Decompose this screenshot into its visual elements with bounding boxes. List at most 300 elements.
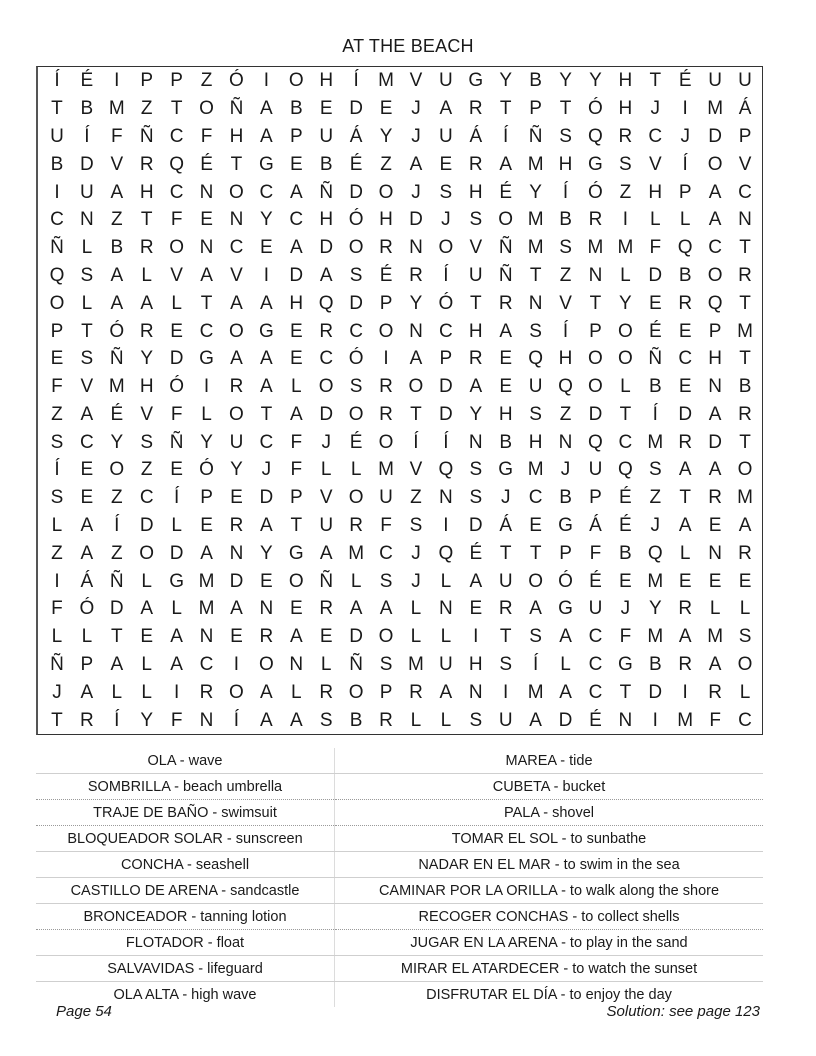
grid-letter: L [350,459,362,481]
grid-letter: D [558,709,573,731]
grid-letter: L [81,626,93,648]
grid-letter: F [51,598,63,620]
grid-letter: B [529,70,542,92]
word-list-row [36,930,763,956]
grid-letter: N [229,209,244,231]
grid-letter: O [528,570,543,592]
grid-letter: G [558,598,573,620]
grid-letter: J [52,681,62,703]
grid-letter: E [170,459,183,481]
grid-letter: O [49,292,65,314]
grid-letter: D [319,237,334,259]
grid-letter: E [319,98,333,120]
grid-letter: U [80,181,94,203]
grid-letter: S [469,709,483,731]
grid-letter: V [409,459,423,481]
grid-letter: C [259,181,274,203]
grid-letter: L [560,654,571,675]
grid-letter: U [379,487,393,509]
grid-letter: B [648,654,662,675]
word-list-row [36,878,763,904]
grid-letter: Í [413,431,419,453]
grid-letter: L [440,626,452,648]
grid-letter: S [439,181,453,203]
grid-letter: D [169,348,184,370]
grid-letter: V [140,403,154,425]
grid-letter: A [708,181,722,203]
grid-letter: T [81,320,93,342]
word-entry: SOMBRILLA - beach umbrella [36,774,335,800]
grid-letter: G [588,153,603,175]
grid-letter: M [108,376,125,398]
grid-letter: V [110,153,124,175]
grid-letter: T [499,98,512,120]
grid-letter: D [80,153,94,175]
grid-letter: R [379,237,393,259]
grid-letter: I [622,209,628,231]
grid-letter: F [170,403,183,425]
grid-letter: Á [469,125,483,147]
grid-letter: S [469,487,483,509]
grid-letter: C [618,431,633,453]
grid-letter: A [289,237,303,259]
grid-letter: O [707,264,723,286]
grid-letter: Ñ [528,125,543,147]
grid-letter: S [50,487,64,509]
grid-letter: O [737,654,753,675]
grid-letter: O [229,403,244,425]
grid-letter: A [260,681,273,703]
grid-letter: Í [562,181,569,203]
grid-letter: U [498,570,513,592]
grid-letter: Y [589,70,602,92]
grid-letter: N [409,320,423,342]
grid-letter: Á [349,125,363,147]
word-list-row [36,748,763,774]
grid-letter: R [379,709,393,731]
page-title: AT THE BEACH [342,36,474,56]
grid-letter: A [260,376,273,398]
grid-letter: S [409,515,423,537]
grid-letter: S [738,626,752,648]
grid-letter: Í [652,403,658,425]
grid-letter: O [288,570,304,592]
grid-letter: T [499,626,512,648]
grid-letter: A [230,348,243,370]
grid-letter: Y [529,181,542,203]
word-entry: DISFRUTAR EL DÍA - to enjoy the day [426,986,672,1003]
grid-letter: M [527,209,544,231]
grid-letter: A [170,654,183,675]
grid-letter: Q [49,264,65,286]
grid-letter: C [708,237,722,259]
grid-letter: V [170,264,183,286]
grid-letter: N [289,654,304,675]
grid-letter: A [260,348,273,370]
grid-letter: H [618,98,633,120]
grid-letter: R [259,626,274,648]
grid-letter: Ó [438,292,454,314]
grid-letter: C [528,487,543,509]
grid-letter: Q [677,237,693,259]
grid-letter: A [439,98,453,120]
grid-letter: B [559,487,572,509]
grid-letter: L [440,570,452,592]
grid-letter: H [498,403,513,425]
grid-letter: A [110,264,124,286]
grid-letter: E [80,487,94,509]
grid-letter: U [319,125,334,147]
grid-letter: B [50,153,64,175]
grid-letter: L [81,237,93,259]
grid-letter: H [618,70,633,92]
grid-letter: L [290,376,302,398]
grid-letter: E [200,515,213,537]
grid-letter: I [263,264,269,286]
grid-letter: H [558,153,573,175]
grid-letter: T [140,209,153,231]
grid-letter: O [348,403,364,425]
grid-letter: A [260,125,273,147]
grid-letter: B [349,709,363,731]
grid-letter: V [469,237,483,259]
grid-letter: P [379,681,393,703]
grid-letter: R [498,292,513,314]
grid-letter: Í [682,153,688,175]
grid-letter: E [170,320,183,342]
grid-letter: O [229,681,244,703]
grid-letter: Y [379,125,393,147]
grid-letter: O [588,376,603,398]
grid-letter: F [110,125,123,147]
grid-letter: Q [438,542,454,564]
grid-letter: Ó [348,209,364,231]
grid-letter: P [708,320,722,342]
grid-letter: D [349,626,363,648]
grid-letter: D [349,292,363,314]
grid-letter: H [648,181,663,203]
grid-letter: B [499,431,513,453]
grid-letter: V [648,153,662,175]
grid-letter: Ó [169,376,184,398]
grid-letter: H [558,348,573,370]
grid-letter: Y [200,431,213,453]
grid-letter: O [109,459,125,481]
grid-letter: T [290,515,303,537]
grid-letter: A [678,515,692,537]
grid-letter: G [258,320,274,342]
grid-letter: I [173,681,180,703]
grid-letter: L [709,598,721,620]
grid-letter: N [708,542,722,564]
grid-letter: Í [532,654,539,675]
grid-letter: E [439,153,453,175]
grid-letter: Q [588,431,603,453]
grid-letter: E [379,98,393,120]
grid-letter: Í [443,431,449,453]
grid-letter: L [739,681,751,703]
grid-letter: Ó [229,70,244,92]
grid-letter: C [229,237,244,259]
grid-letter: A [230,292,243,314]
grid-letter: E [469,598,483,620]
grid-letter: A [80,681,94,703]
grid-letter: V [80,376,94,398]
grid-letter: Z [559,403,572,425]
grid-letter: D [648,681,663,703]
grid-letter: N [468,681,483,703]
grid-letter: S [469,209,483,231]
grid-letter: A [260,98,273,120]
solution-reference: Solution: see page 123 [606,1003,760,1020]
grid-letter: C [289,209,304,231]
grid-letter: Í [114,515,120,537]
grid-letter: T [739,431,751,453]
grid-letter: S [559,125,572,147]
grid-letter: B [648,376,662,398]
grid-letter: I [203,376,210,398]
grid-letter: L [171,598,182,620]
grid-letter: R [708,487,722,509]
grid-letter: O [229,181,244,203]
grid-letter: M [198,598,215,620]
grid-letter: A [80,403,94,425]
grid-letter: C [738,181,752,203]
word-list-row [36,904,763,930]
grid-letter: D [229,570,244,592]
grid-letter: I [652,709,658,731]
grid-letter: N [528,292,543,314]
grid-letter: A [708,459,722,481]
word-entry: BRONCEADOR - tanning lotion [36,904,335,930]
grid-letter: B [319,153,333,175]
grid-letter: F [290,431,303,453]
grid-letter: M [617,237,634,259]
grid-letter: U [468,264,483,286]
grid-letter: N [439,598,453,620]
grid-letter: Z [51,542,63,564]
grid-letter: A [409,153,423,175]
grid-letter: E [529,515,542,537]
grid-letter: M [527,459,544,481]
grid-letter: I [233,654,240,675]
grid-letter: B [559,209,572,231]
grid-letter: Í [443,264,449,286]
grid-letter: M [647,570,664,592]
grid-letter: O [498,209,514,231]
grid-letter: L [410,709,422,731]
grid-letter: N [199,626,214,648]
grid-letter: P [200,487,213,509]
grid-letter: C [738,709,752,731]
grid-letter: H [229,125,244,147]
grid-letter: Z [200,70,213,92]
grid-letter: O [617,320,633,342]
grid-letter: Q [318,292,334,314]
grid-letter: Q [528,348,543,370]
grid-letter: I [473,626,479,648]
grid-letter: M [737,320,753,342]
grid-letter: A [260,515,273,537]
grid-letter: M [737,487,753,509]
grid-letter: G [617,654,633,675]
grid-letter: P [289,487,303,509]
grid-letter: C [139,487,154,509]
grid-letter: Z [140,98,153,120]
grid-letter: R [498,598,513,620]
grid-letter: Q [588,125,603,147]
grid-letter: Z [649,487,662,509]
grid-letter: A [319,264,333,286]
grid-letter: V [230,264,243,286]
grid-letter: R [229,515,244,537]
grid-letter: Ñ [229,98,244,120]
grid-letter: O [438,237,454,259]
grid-letter: C [199,654,214,675]
grid-letter: F [290,459,303,481]
grid-letter: M [707,98,724,120]
grid-letter: G [199,348,214,370]
grid-letter: T [619,403,632,425]
grid-letter: H [289,292,304,314]
grid-letter: P [589,320,602,342]
grid-letter: Y [499,70,513,92]
grid-letter: R [738,264,752,286]
grid-letter: Ñ [498,237,513,259]
grid-letter: Y [110,431,124,453]
grid-letter: A [439,681,453,703]
grid-letter: N [199,709,214,731]
grid-letter: F [380,515,392,537]
grid-letter: R [379,403,393,425]
grid-letter: L [141,654,152,675]
grid-letter: Z [51,403,63,425]
word-entry: PALA - shovel [335,800,764,826]
grid-letter: É [349,153,363,175]
grid-letter: R [379,376,393,398]
grid-letter: S [80,264,94,286]
grid-letter: R [319,598,334,620]
word-entry: CASTILLO DE ARENA - sandcastle [36,878,335,904]
grid-letter: J [411,98,421,120]
grid-letter: I [263,70,269,92]
grid-letter: H [319,209,334,231]
grid-letter: T [739,237,751,259]
grid-letter: L [81,292,93,314]
grid-letter: Ó [109,320,125,342]
grid-letter: É [589,709,602,731]
grid-letter: M [647,626,664,648]
grid-letter: B [738,376,752,398]
grid-letter: A [200,264,213,286]
grid-letter: É [379,264,393,286]
grid-letter: L [141,681,152,703]
grid-letter: R [468,153,483,175]
grid-letter: E [289,153,303,175]
grid-letter: R [678,654,693,675]
word-list-row [36,852,763,878]
word-entry: CUBETA - bucket [335,774,764,800]
grid-letter: Ñ [498,264,513,286]
grid-letter: L [620,264,631,286]
grid-letter: A [708,654,722,675]
grid-letter: Z [380,153,392,175]
grid-letter: A [200,542,213,564]
grid-letter: O [288,70,304,92]
grid-letter: D [648,264,663,286]
grid-letter: Q [707,292,723,314]
grid-letter: P [289,125,303,147]
grid-letter: R [468,348,483,370]
grid-letter: T [559,98,572,120]
grid-letter: A [110,181,124,203]
grid-letter: F [170,209,183,231]
grid-letter: E [230,487,243,509]
grid-letter: Ñ [648,348,663,370]
grid-letter: D [139,515,154,537]
grid-letter: N [558,431,573,453]
grid-letter: E [499,348,513,370]
grid-letter: S [80,348,94,370]
grid-letter: A [80,515,94,537]
grid-letter: F [649,237,662,259]
grid-letter: Y [140,709,154,731]
grid-letter: D [678,403,693,425]
grid-letter: L [141,570,152,592]
grid-letter: L [410,626,422,648]
grid-letter: O [617,348,633,370]
grid-letter: Ó [348,348,364,370]
grid-letter: A [110,292,124,314]
grid-letter: F [589,542,602,564]
grid-letter: R [139,153,154,175]
grid-letter: R [409,264,423,286]
grid-letter: I [682,98,688,120]
grid-letter: Ó [588,181,603,203]
grid-letter: A [738,515,752,537]
grid-letter: I [383,348,389,370]
grid-letter: A [110,654,124,675]
grid-letter: T [110,626,123,648]
grid-letter: Ñ [319,181,334,203]
grid-letter: H [528,431,543,453]
grid-letter: D [349,98,363,120]
grid-letter: E [319,626,333,648]
grid-letter: M [527,237,544,259]
word-entry: NADAR EN EL MAR - to swim in the sea [335,852,764,878]
grid-letter: É [619,515,632,537]
grid-letter: I [503,681,509,703]
grid-letter: O [139,542,155,564]
grid-letter: S [648,459,662,481]
grid-letter: D [439,376,453,398]
grid-letter: T [739,292,751,314]
grid-letter: O [199,98,214,120]
grid-letter: G [558,515,573,537]
grid-letter: Ó [588,98,603,120]
grid-letter: A [260,709,273,731]
grid-letter: J [411,181,421,203]
grid-letter: Y [559,70,572,92]
grid-letter: T [260,403,273,425]
grid-letter: A [289,181,303,203]
grid-letter: S [379,654,393,675]
grid-letter: A [559,626,572,648]
grid-letter: V [319,487,333,509]
grid-letter: Í [54,459,60,481]
word-entry: SALVAVIDAS - lifeguard [36,956,335,982]
grid-letter: S [529,320,542,342]
